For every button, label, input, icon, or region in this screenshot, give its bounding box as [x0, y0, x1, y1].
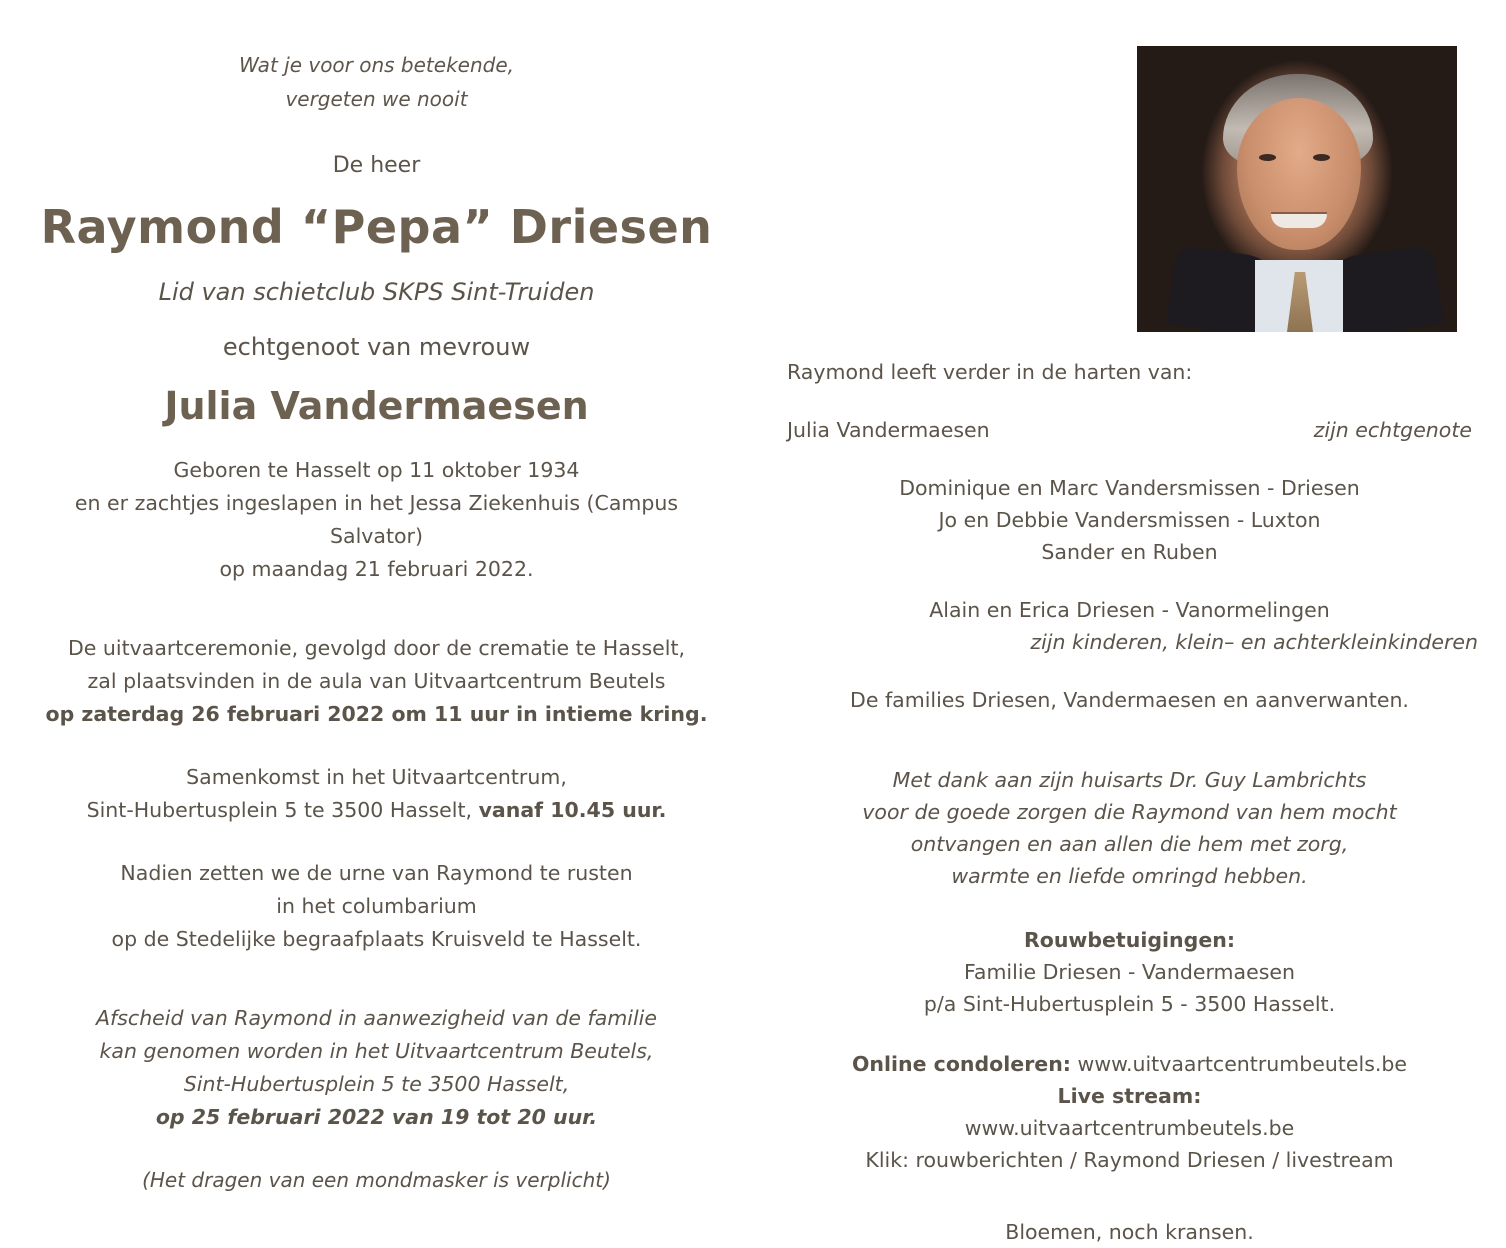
poem-line-1: Wat je voor ons betekende,: [239, 53, 514, 77]
livestream-heading: Live stream:: [1057, 1084, 1202, 1108]
urn-line-2: in het columbarium: [276, 894, 477, 918]
gathering-info: [30, 761, 723, 827]
portrait-photo: [1137, 46, 1457, 332]
ceremony-line-1: De uitvaartceremonie, gevolgd door de crematie te Hasselt,: [67, 636, 686, 660]
children-block: [777, 472, 1482, 568]
eye-right: [1313, 154, 1330, 161]
mouth: [1271, 214, 1327, 228]
farewell-line-3: Sint-Hubertusplein 5 te 3500 Hasselt,: [183, 1072, 570, 1096]
farewell-datetime: op 25 februari 2022 van 19 tot 20 uur.: [155, 1105, 598, 1129]
thanks-line-3: ontvangen en aan allen die hem met zorg,: [910, 832, 1349, 856]
online-condolences-url[interactable]: www.uitvaartcentrumbeutels.be: [1077, 1052, 1408, 1076]
farewell-line-1: Afscheid van Raymond in aanwezigheid van de familie: [96, 1006, 657, 1030]
spacer: [777, 1020, 1482, 1048]
birth-line-1: Geboren te Hasselt op 11 oktober 1934: [173, 458, 580, 482]
birth-death-info: [30, 454, 723, 586]
livestream-path: Klik: rouwberichten / Raymond Driesen / livestream: [865, 1148, 1394, 1172]
eye-left: [1259, 154, 1276, 161]
condolences-family: Familie Driesen - Vandermaesen: [963, 960, 1295, 984]
birth-line-2: en er zachtjes ingeslapen in het Jessa Ziekenhuis (Campus Salvator): [74, 491, 679, 548]
survivors-intro: Raymond leeft verder in de harten van:: [787, 360, 1193, 384]
urn-info: [30, 857, 723, 956]
condolences-address: p/a Sint-Hubertusplein 5 - 3500 Hasselt.: [923, 992, 1336, 1016]
thanks-line-4: warmte en liefde omringd hebben.: [951, 864, 1308, 888]
poem-line-2: vergeten we nooit: [285, 87, 468, 111]
urn-line-3: op de Stedelijke begraafplaats Kruisveld te Hasselt.: [111, 927, 642, 951]
gathering-line-1: Samenkomst in het Uitvaartcentrum,: [186, 765, 567, 789]
deceased-name: Raymond “Pepa” Driesen: [40, 200, 713, 254]
online-condolences-row: [777, 1048, 1482, 1080]
club-membership: Lid van schietclub SKPS Sint-Truiden: [158, 278, 595, 306]
left-column: [0, 0, 753, 1212]
thanks-block: [777, 764, 1482, 892]
children-line-3: Sander en Ruben: [1041, 540, 1218, 564]
children-role: zijn kinderen, klein– en achterkleinkinderen: [1030, 630, 1478, 654]
children-line-2: Jo en Debbie Vandersmissen - Luxton: [938, 508, 1321, 532]
flowers-note: Bloemen, noch kransen.: [1005, 1220, 1254, 1244]
gathering-address: Sint-Hubertusplein 5 te 3500 Hasselt,: [86, 798, 479, 822]
ceremony-datetime: op zaterdag 26 februari 2022 om 11 uur in intieme kring.: [45, 702, 708, 726]
ceremony-line-2: zal plaatsvinden in de aula van Uitvaartcentrum Beutels: [87, 669, 666, 693]
spouse-row: [777, 414, 1482, 446]
salutation: De heer: [332, 153, 421, 178]
birth-line-3: op maandag 21 februari 2022.: [219, 557, 534, 581]
families-line: De families Driesen, Vandermaesen en aanverwanten.: [850, 688, 1409, 712]
spouse-intro: echtgenoot van mevrouw: [222, 333, 531, 361]
ceremony-info: [30, 632, 723, 731]
thanks-line-2: voor de goede zorgen die Raymond van hem mocht: [862, 800, 1397, 824]
children-line-4: Alain en Erica Driesen - Vanormelingen: [929, 598, 1330, 622]
survivor-spouse-role: zijn echtgenote: [1313, 418, 1472, 442]
poem: [30, 48, 723, 116]
survivor-spouse-name: Julia Vandermaesen: [787, 418, 990, 442]
gathering-time: vanaf 10.45 uur.: [478, 798, 667, 822]
farewell-line-2: kan genomen worden in het Uitvaartcentrum Beutels,: [99, 1039, 654, 1063]
children-line-1: Dominique en Marc Vandersmissen - Driesen: [899, 476, 1360, 500]
livestream-url[interactable]: www.uitvaartcentrumbeutels.be: [964, 1116, 1295, 1140]
thanks-line-1: Met dank aan zijn huisarts Dr. Guy Lambrichts: [892, 768, 1367, 792]
online-condolences-label: Online condoleren:: [851, 1052, 1072, 1076]
urn-line-1: Nadien zetten we de urne van Raymond te rusten: [120, 861, 633, 885]
spacer-2: [777, 1176, 1482, 1216]
spouse-name: Julia Vandermaesen: [164, 384, 589, 428]
condolences-heading: Rouwbetuigingen:: [1023, 928, 1236, 952]
children-block-2: [777, 594, 1482, 658]
farewell-info: [30, 1002, 723, 1134]
mask-note: (Het dragen van een mondmasker is verplicht): [142, 1168, 611, 1192]
right-column: [753, 0, 1506, 1244]
